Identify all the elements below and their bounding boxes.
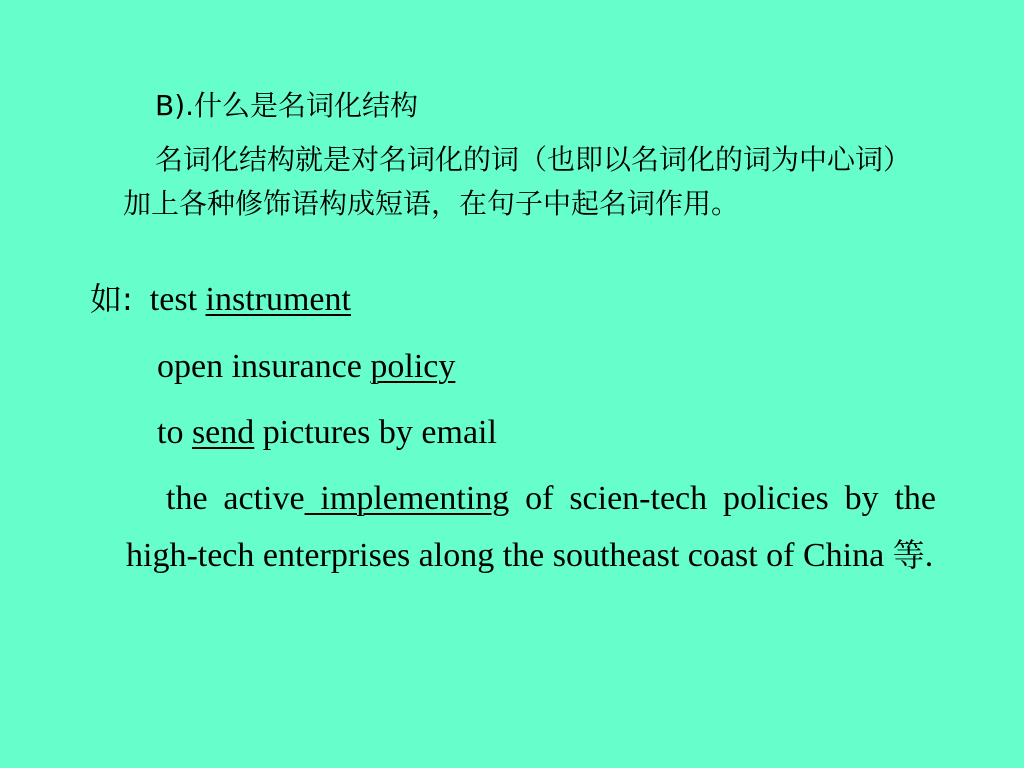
example-3-before: to <box>157 414 184 451</box>
example-1-plain: test <box>149 281 198 318</box>
example-4-suffix-cjk: 等 <box>892 536 925 574</box>
example-1 <box>90 270 351 329</box>
example-2-plain: open insurance <box>157 348 362 385</box>
example-1-underlined: instrument <box>205 281 351 318</box>
example-4 <box>126 470 936 584</box>
example-4-before: the active <box>166 480 305 517</box>
example-3-after: pictures by email <box>262 414 497 451</box>
section-heading: B).什么是名词化结构 <box>155 89 419 122</box>
example-4-underlined: implementing <box>304 480 510 517</box>
example-3-underlined: send <box>191 414 255 451</box>
example-2 <box>157 338 455 396</box>
example-2-underlined: policy <box>370 348 456 385</box>
example-4-after: of scien-tech policies by the high-tech enterprises along the southeast coast of China <box>126 480 936 574</box>
example-3 <box>157 404 497 462</box>
example-intro-label: 如: <box>90 280 133 318</box>
definition-paragraph: 名词化结构就是对名词化的词（也即以名词化的词为中心词）加上各种修饰语构成短语，在句子中起名词作用。 <box>123 143 912 220</box>
example-4-end: . <box>924 537 934 574</box>
